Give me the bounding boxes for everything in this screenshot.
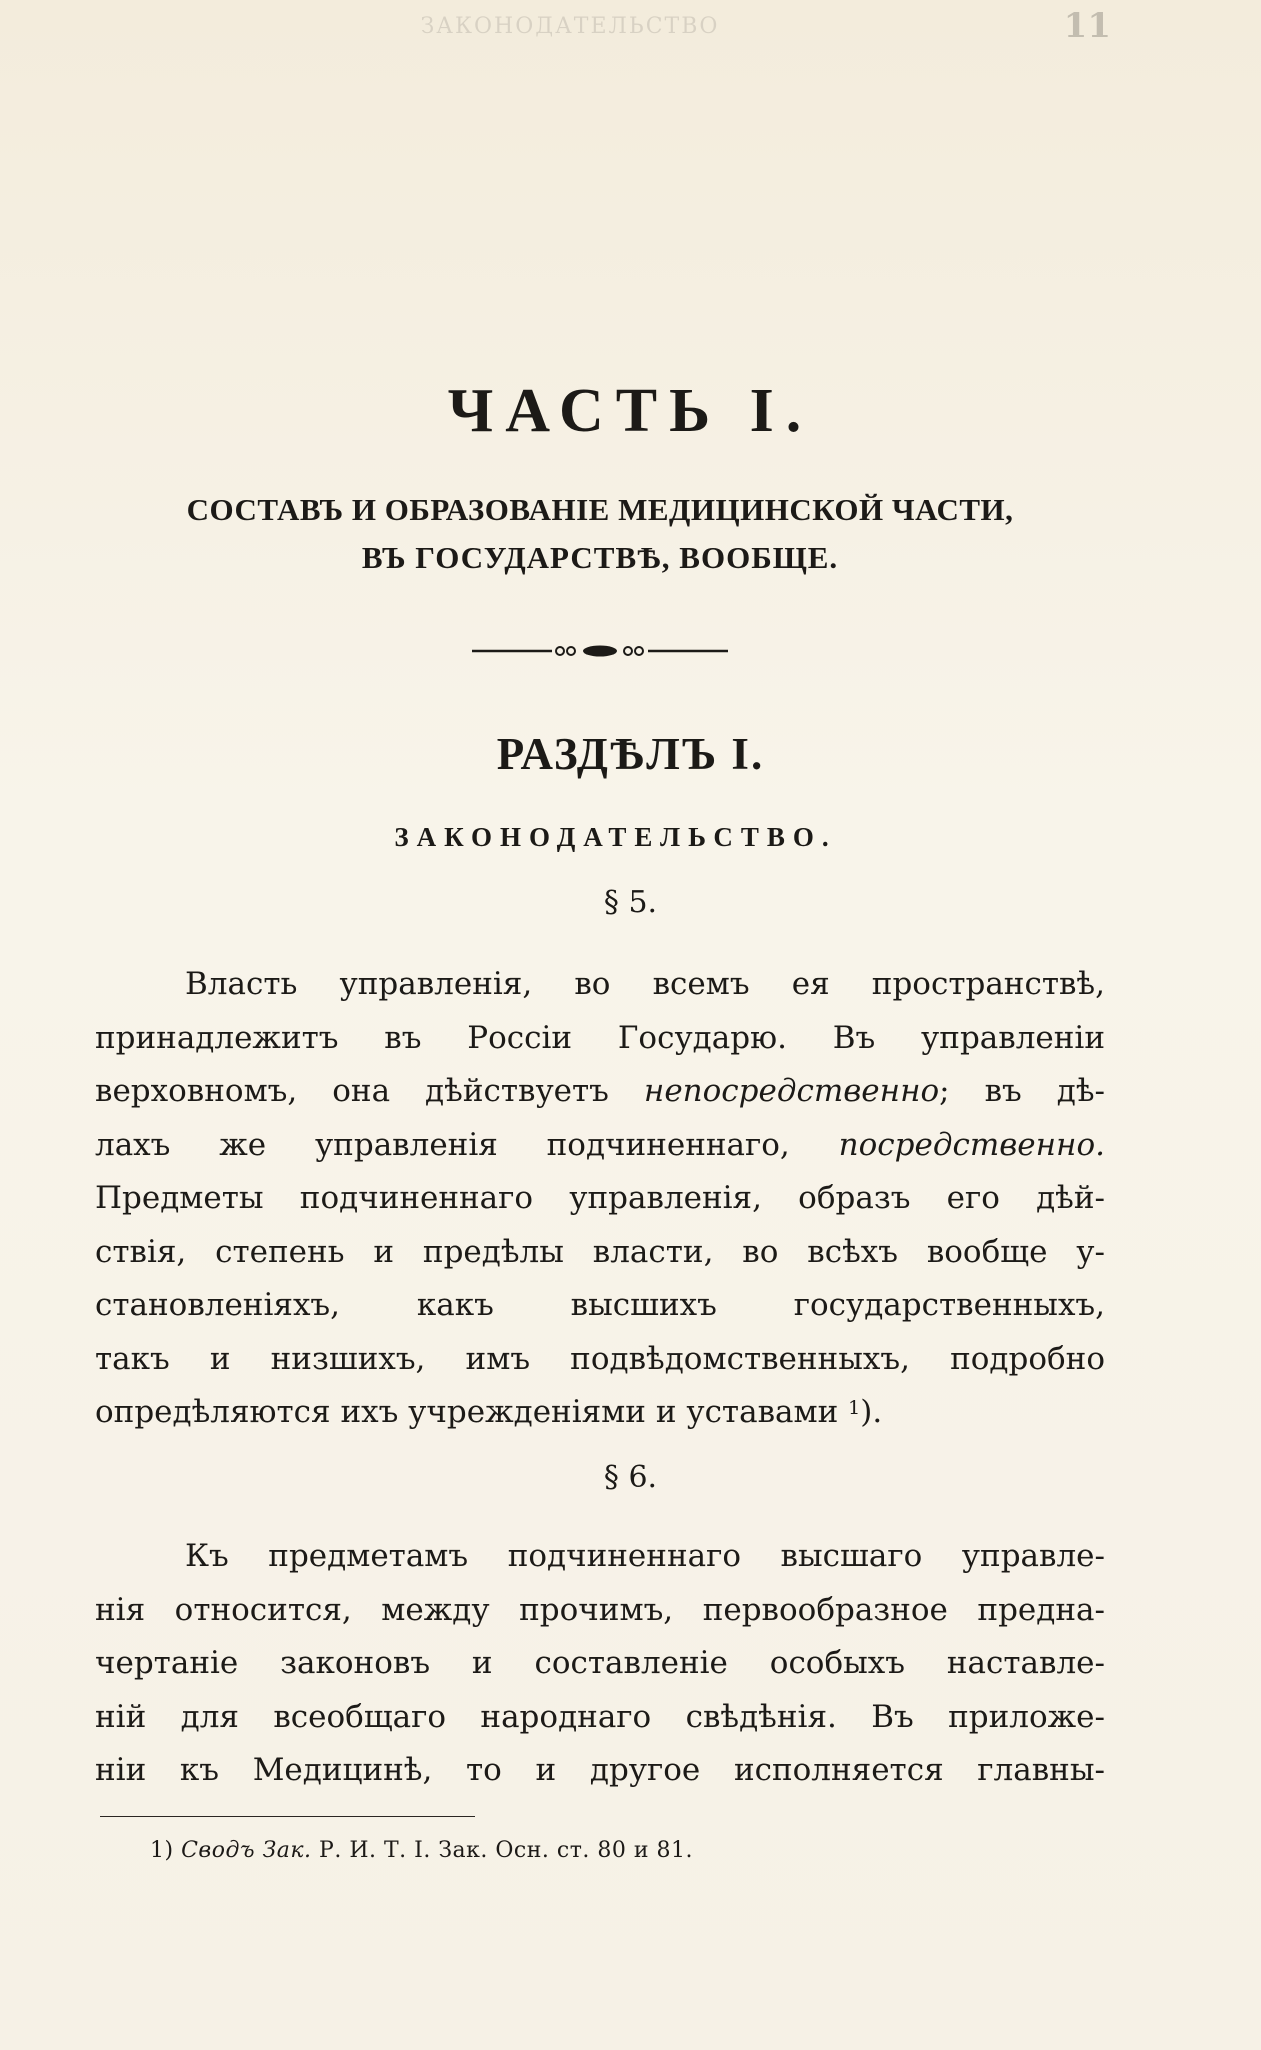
p5-text: ; въ дѣ- — [939, 1073, 1106, 1109]
p5-line: принадлежитъ въ Россіи Государю. Въ управленіи — [95, 1019, 1105, 1056]
paragraph-6 — [95, 1530, 1105, 1798]
paragraph-5 — [95, 958, 1105, 1440]
part-heading-line-2: ВЪ ГОСУДАРСТВѢ, ВООБЩЕ. — [361, 540, 839, 575]
footnote-source: Сводъ Зак. — [181, 1838, 312, 1863]
p5-line — [95, 1065, 1105, 1119]
p5-line: Предметы подчиненнаго управленія, образъ его дѣй- — [95, 1180, 1105, 1216]
p5-line: такъ и низшихъ, имъ подвѣдомственныхъ, подробно — [95, 1340, 1105, 1377]
section-subtitle: ЗАКОНОДАТЕЛЬСТВО. — [394, 822, 837, 852]
p5-text: опредѣляются ихъ учрежденіями и уставами — [95, 1394, 839, 1430]
p5-emphasis: непосредственно — [643, 1073, 940, 1109]
p5-line — [95, 1119, 1105, 1173]
running-head: ЗАКОНОДАТЕЛЬСТВО — [420, 14, 720, 39]
p5-line: ствія, степень и предѣлы власти, во всѣхъ вообще у- — [95, 1233, 1105, 1270]
p6-line: Къ предметамъ подчиненнаго высшаго управле- — [185, 1538, 1105, 1574]
page-number: 11 — [1063, 6, 1111, 46]
p5-text: лахъ же управленія подчиненнаго, — [95, 1126, 790, 1163]
paragraph-mark-6: § 6. — [603, 1460, 658, 1495]
footnote-text: Р. И. Т. I. Зак. Осн. ст. 80 и 81. — [319, 1838, 694, 1863]
p6-line: ній для всеобщаго народнаго свѣдѣнія. Въ приложе- — [95, 1698, 1105, 1735]
p5-line — [95, 1386, 1105, 1440]
section-title: РАЗДѢЛЪ I. — [496, 729, 765, 779]
ornament-divider — [470, 640, 730, 662]
paragraph-mark-5: § 5. — [603, 885, 658, 920]
p6-line: нія относится, между прочимъ, первообразное предна- — [95, 1591, 1105, 1628]
p5-text: ). — [860, 1394, 883, 1430]
footnote-rule — [100, 1816, 475, 1817]
footnote-ref[interactable]: 1 — [848, 1397, 861, 1419]
p5-line: Власть управленія, во всемъ ея пространствѣ, — [185, 966, 1105, 1002]
p5-emphasis: посредственно. — [838, 1126, 1105, 1163]
part-heading-line-1: СОСТАВЪ И ОБРАЗОВАНІЕ МЕДИЦИНСКОЙ ЧАСТИ, — [186, 492, 1014, 527]
footnote — [150, 1838, 693, 1863]
part-title: ЧАСТЬ I. — [447, 377, 814, 445]
footnote-number: 1) — [150, 1838, 174, 1863]
p6-line: чертаніе законовъ и составленіе особыхъ наставле- — [95, 1645, 1105, 1681]
p5-text: верховномъ, она дѣйствуетъ — [95, 1073, 609, 1109]
p6-line: ніи къ Медицинѣ, то и другое исполняется главны- — [95, 1752, 1105, 1788]
p5-line: становленіяхъ, какъ высшихъ государственныхъ, — [95, 1287, 1105, 1323]
